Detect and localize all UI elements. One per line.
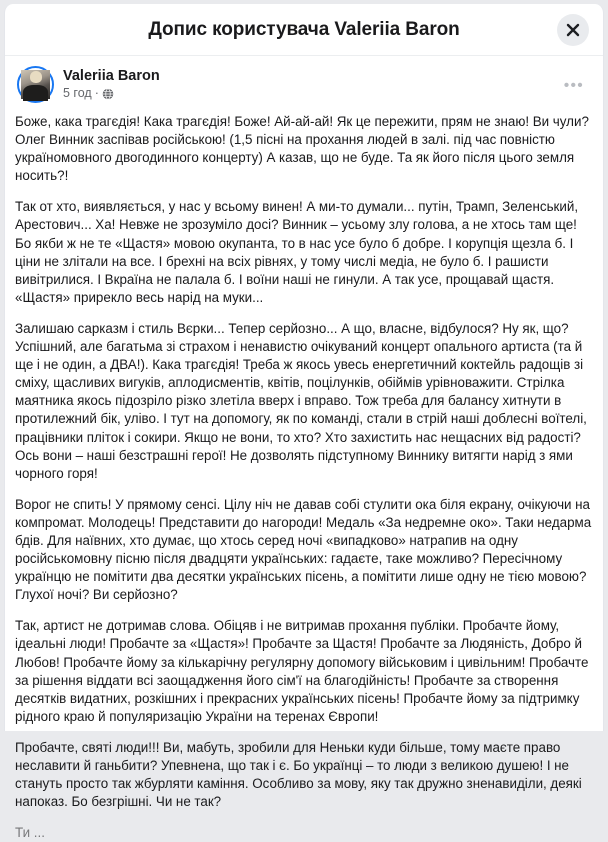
post-paragraph: Залишаю сарказм і стиль Вєрки... Тепер серйозно... А що, власне, відбулося? Ну як, що? Успішний, але багатьма зі страхом і ненавистю очікуваний концерт опального артиста (та й ще і не один, а ДВА!). Кака трагєдія! Треба ж якось увесь енергетичний коктейль радощів зі сміху, щасливих вигуків, аплодисментів, квітів, поцілунків, обіймів урівноважити. Стрілка маятника якось підозріло різко злетіла вверх і вправо. Тож треба для балансу хитнути в протилежний бік, уліво. І тут на допомогу, як по команді, стали в стрій наші доблесні воїтелі, працівники пліток і сокири. Якщо не вони, то хто? Хто захистить нас нещасних від радості? Ось вони – наші безстрашні герої! Не дозволять підступному Виннику витягти нарід з ями чорного горя!: [15, 320, 587, 481]
post-content: [5, 107, 603, 841]
post-meta: [63, 86, 160, 101]
avatar-body: [23, 85, 47, 101]
post-paragraph: Так, артист не дотримав слова. Обіцяв і не витримав прохання публіки. Пробачте йому, ідеальні люди! Пробачте за «Щастя»! Пробачте за Щастя! Пробачте за Людяність, Добро й Любов! Пробачте йому за кількарічну регулярну допомогу військовим і цивільним! Пробачте за рішення віддати всі заощадження його сім'ї на благодійність! Пробачте за створення десятків видатних, розкішних і прекрасних українських пісень! Пробачте йому за підтримку рідного краю й популяризацію України на теренах Європи!: [15, 618, 589, 724]
avatar-story-ring[interactable]: [17, 66, 54, 103]
close-button[interactable]: [557, 14, 589, 46]
avatar[interactable]: [21, 70, 50, 99]
author-row: [5, 56, 603, 107]
globe-icon[interactable]: [102, 88, 114, 100]
post-options-button[interactable]: •••: [559, 72, 589, 98]
author-meta: [63, 68, 160, 101]
post-paragraph: Пробачте, святі люди!!! Ви, мабуть, зробили для Неньки куди більше, тому маєте право неславити й ганьбити? Упевнена, що так і є. Бо українці – то люди з великою душею! І не стануть просто так жбурляти каміння. Особливо за мову, яку так дружно зненавиділи, деякі напоказ. Бо безгрішні. Чи не так?: [15, 739, 582, 810]
page-title: Допис користувача Valeriia Baron: [148, 18, 460, 40]
post-timestamp[interactable]: 5 год: [63, 86, 92, 100]
post-paragraph: Ворог не спить! У прямому сенсі. Цілу ніч не давав собі стулити ока біля екрану, очікуючи на компромат. Молодець! Представити до нагороди! Медаль «За недремне око». Таки недарма бдів. Для наївних, хто думає, що хтось серед ночі «випадково» натрапив на одну російськомовну пісню після двадцяти українських: гадаєте, таке можливо? Пересічному українцю не помітити два десятки українських пісень, а помітити лише одну не тією мовою? Глухої ночі? Ви серйозно?: [15, 496, 592, 603]
meta-separator: ·: [94, 86, 99, 100]
close-icon: [565, 22, 581, 38]
author-name[interactable]: Valeriia Baron: [63, 68, 160, 84]
post-paragraph: Боже, кака трагєдія! Кака трагєдія! Боже! Ай-ай-ай! Як це пережити, прям не знаю! Ви чули? Олег Винник заспівав російською! (1,5 пісні на прохання людей в залі. під час повністю україномовного двогодинного концерту) А казав, що не буде. Та як його після цього земля носить?!: [15, 114, 589, 184]
post-paragraph: Так от хто, виявляється, у нас у всьому винен! А ми-то думали... путін, Трамп, Зеленський, Арестович... Ха! Невже не зрозуміло досі? Винник – усьому злу голова, а не хтось там ще! Бо якби ж не те «Щастя» мовою окупанта, то в нас усе було б добре. І корупція щезла б. І ціни не злітали на все. І брехні на всіх рівнях, у тому числі медіа, не було б. І рашисти вивітрилися. І Вкраїна не палала б. І воїни наші не гинули. А так усе, прощавай щастя. «Щастя» прирекло весь нарід на муки...: [15, 199, 579, 305]
post-dialog: [4, 4, 604, 841]
dialog-header: [5, 4, 603, 56]
post-truncated-line: Ти ...: [15, 825, 45, 841]
